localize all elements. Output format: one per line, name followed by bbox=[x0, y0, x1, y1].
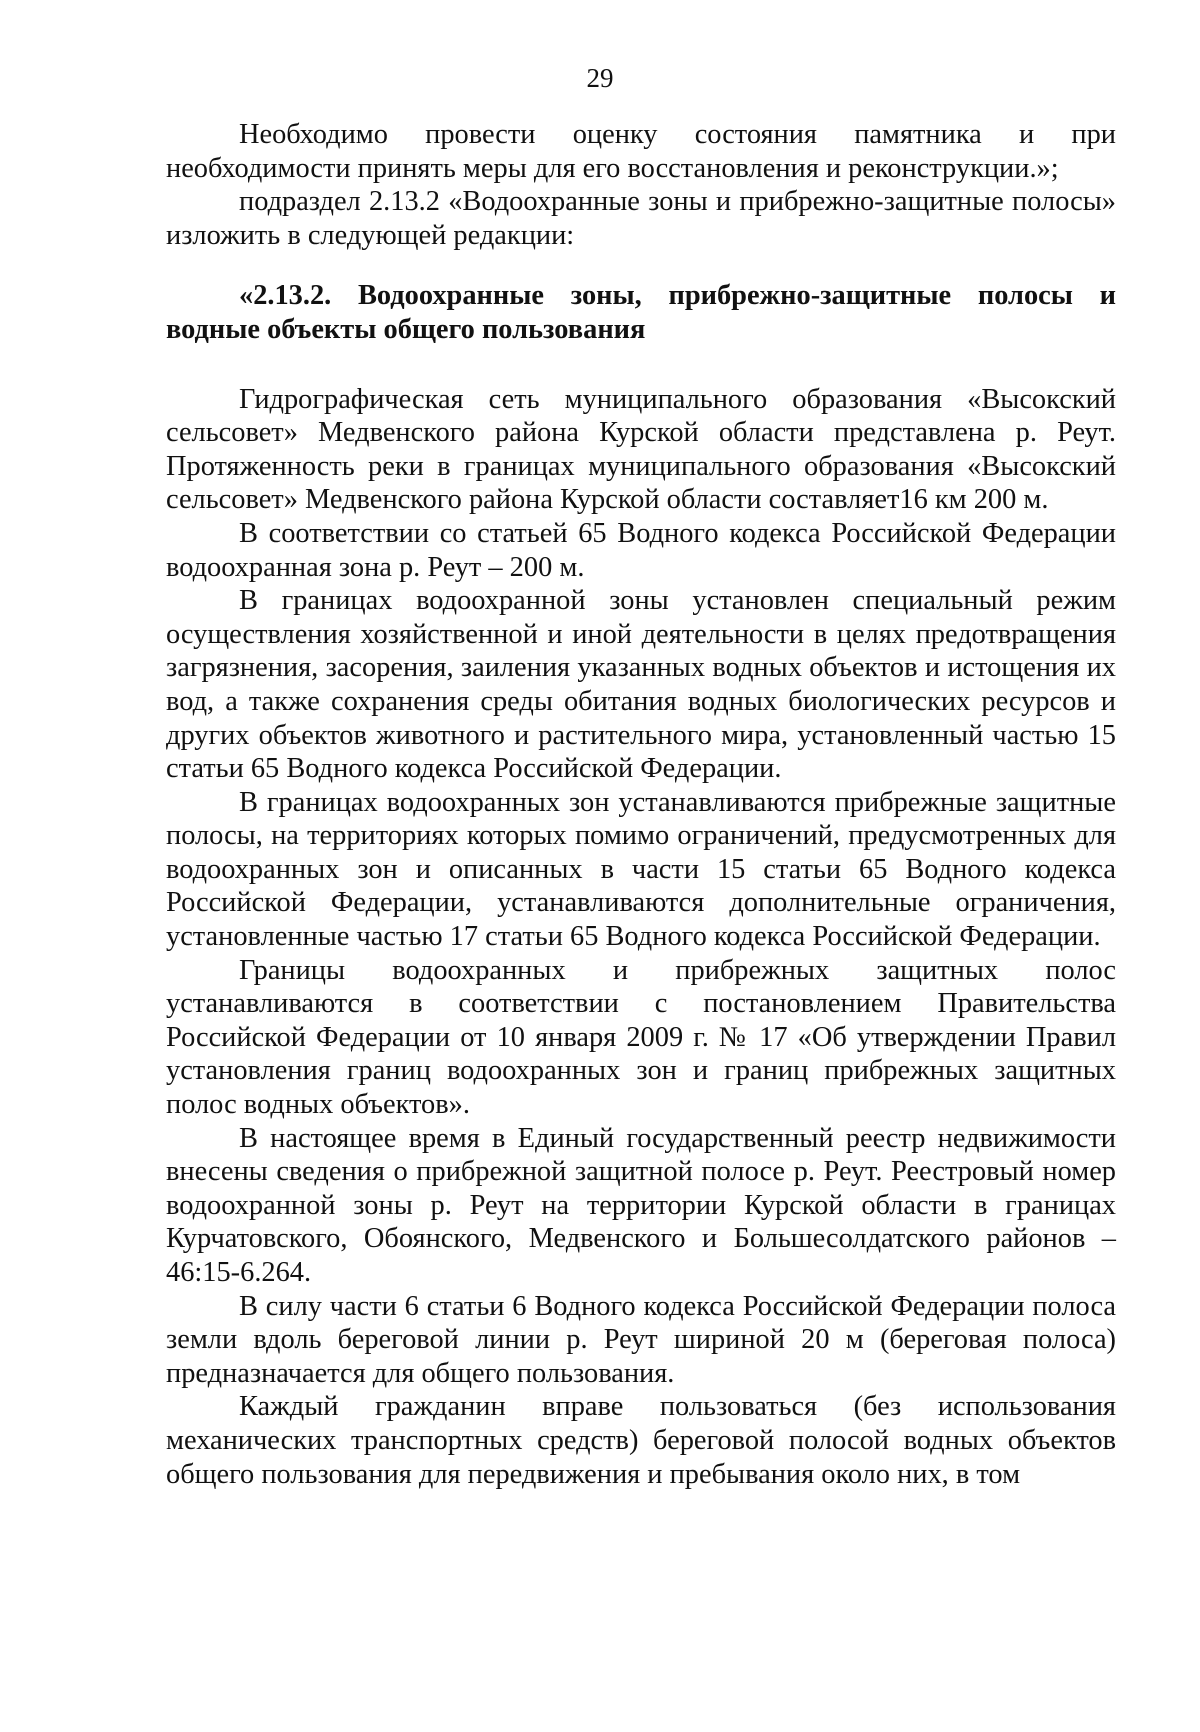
paragraph: Границы водоохранных и прибрежных защитных полос устанавливаются в соответствии с постановлением Правительства Российской Федерации от 10 января 2009 г. № 17 «Об утверждении Правил установления границ водоохранных зон и границ прибрежных защитных полос водных объектов». bbox=[166, 954, 1116, 1121]
page-number: 29 bbox=[586, 63, 614, 93]
paragraph: В границах водоохранных зон устанавливаются прибрежные защитные полосы, на территориях которых помимо ограничений, предусмотренных для водоохранных зон и описанных в части 15 статьи 65 Водного кодекса Российской Федерации, устанавливаются дополнительные ограничения, установленные частью 17 статьи 65 Водного кодекса Российской Федерации. bbox=[166, 786, 1116, 953]
section-heading: «2.13.2. Водоохранные зоны, прибрежно-защитные полосы и водные объекты общего пользования bbox=[166, 280, 1116, 345]
paragraph: Каждый гражданин вправе пользоваться (без использования механических транспортных средств) береговой полосой водных объектов общего пользования для передвижения и пребывания около них, в том bbox=[166, 1391, 1116, 1490]
paragraph: В соответствии со статьей 65 Водного кодекса Российской Федерации водоохранная зона р. Реут – 200 м. bbox=[166, 517, 1116, 583]
paragraph: В силу части 6 статьи 6 Водного кодекса Российской Федерации полоса земли вдоль береговой линии р. Реут шириной 20 м (береговая полоса) предназначается для общего пользования. bbox=[166, 1290, 1116, 1389]
paragraph: подраздел 2.13.2 «Водоохранные зоны и прибрежно-защитные полосы» изложить в следующей редакции: bbox=[166, 186, 1116, 251]
document-body bbox=[166, 118, 1116, 1491]
paragraph: Необходимо провести оценку состояния памятника и при необходимости принять меры для его восстановления и реконструкции.»; bbox=[166, 119, 1116, 184]
paragraph: Гидрографическая сеть муниципального образования «Высокский сельсовет» Медвенского района Курской области представлена р. Реут. Протяженность реки в границах муниципального образования «Высокский сельсовет» Медвенского района Курской области составляет16 км 200 м. bbox=[166, 383, 1116, 516]
paragraph: В настоящее время в Единый государственный реестр недвижимости внесены сведения о прибрежной защитной полосе р. Реут. Реестровый номер водоохранной зоны р. Реут на территории Курской области в границах Курчатовского, Обоянского, Медвенского и Большесолдатского районов – 46:15-6.264. bbox=[166, 1122, 1116, 1288]
paragraph: В границах водоохранной зоны установлен специальный режим осуществления хозяйственной и иной деятельности в целях предотвращения загрязнения, засорения, заиления указанных водных объектов и истощения их вод, а также сохранения среды обитания водных биологических ресурсов и других объектов животного и растительного мира, установленный частью 15 статьи 65 Водного кодекса Российской Федерации. bbox=[166, 585, 1116, 785]
